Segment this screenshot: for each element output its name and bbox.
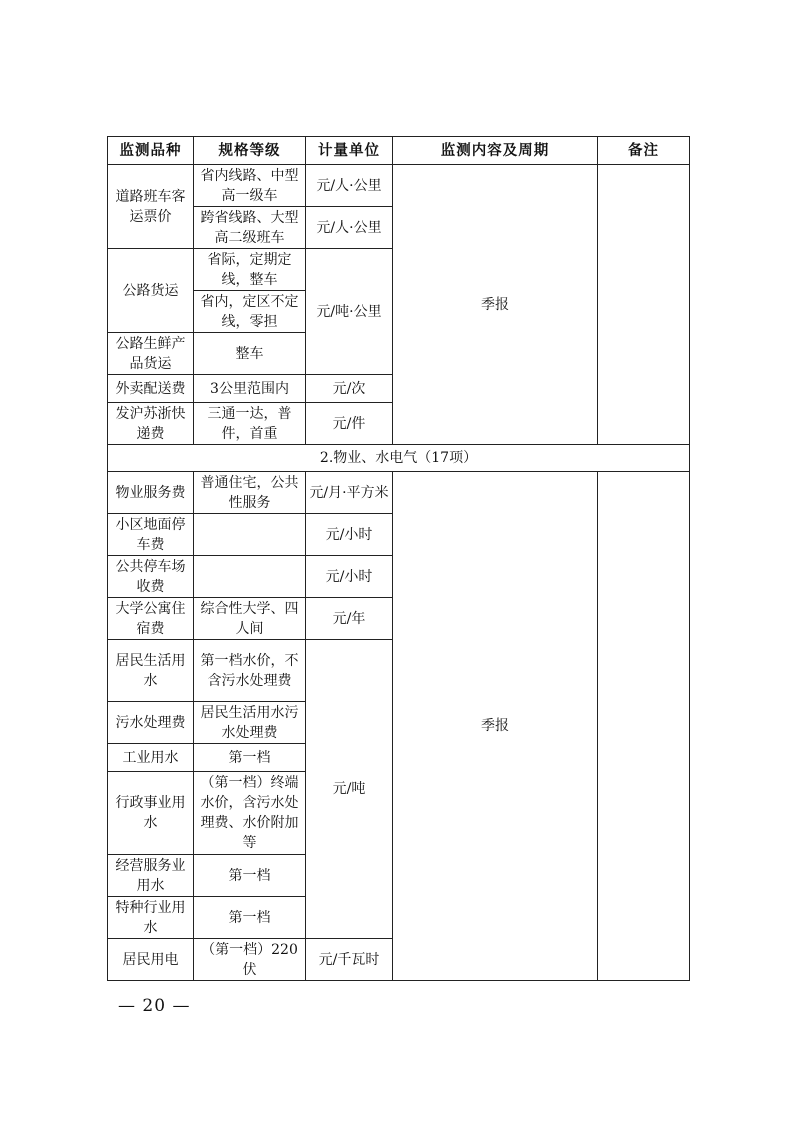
spec-cell: 整车: [194, 333, 306, 375]
spec-cell: 居民生活用水污水处理费: [194, 702, 306, 744]
variety-cell: 公路货运: [108, 249, 194, 333]
variety-cell: 公路生鲜产品货运: [108, 333, 194, 375]
spec-cell: 综合性大学、四人间: [194, 598, 306, 640]
variety-cell: 发沪苏浙快递费: [108, 403, 194, 445]
unit-cell: 元/小时: [306, 514, 393, 556]
variety-cell: 物业服务费: [108, 472, 194, 514]
spec-cell: 第一档: [194, 855, 306, 897]
unit-cell: 元/月·平方米: [306, 472, 393, 514]
spec-cell: 跨省线路、大型高二级班车: [194, 207, 306, 249]
header-remark: 备注: [598, 137, 690, 165]
variety-cell: 污水处理费: [108, 702, 194, 744]
price-monitoring-table: [107, 136, 690, 981]
spec-cell: （第一档）220伏: [194, 939, 306, 981]
unit-cell: 元/千瓦时: [306, 939, 393, 981]
header-spec: 规格等级: [194, 137, 306, 165]
unit-cell: 元/吨·公里: [306, 249, 393, 375]
variety-cell: 大学公寓住宿费: [108, 598, 194, 640]
spec-cell: 第一档: [194, 744, 306, 772]
spec-cell: 第一档: [194, 897, 306, 939]
variety-cell: 行政事业用水: [108, 772, 194, 855]
period-cell: 季报: [393, 165, 598, 445]
spec-cell: （第一档）终端水价，含污水处理费、水价附加等: [194, 772, 306, 855]
header-variety: 监测品种: [108, 137, 194, 165]
variety-cell: 经营服务业用水: [108, 855, 194, 897]
table-header-row: [108, 137, 690, 165]
header-period: 监测内容及周期: [393, 137, 598, 165]
variety-cell: 道路班车客运票价: [108, 165, 194, 249]
header-unit: 计量单位: [306, 137, 393, 165]
spec-cell: 三通一达，普件，首重: [194, 403, 306, 445]
page-number: — 20 —: [118, 996, 191, 1016]
remark-cell: [598, 165, 690, 445]
remark-cell: [598, 472, 690, 981]
spec-cell: 3公里范围内: [194, 375, 306, 403]
unit-cell: 元/年: [306, 598, 393, 640]
unit-cell: 元/人·公里: [306, 207, 393, 249]
variety-cell: 外卖配送费: [108, 375, 194, 403]
unit-cell: 元/人·公里: [306, 165, 393, 207]
spec-cell: 省际，定期定线，整车: [194, 249, 306, 291]
variety-cell: 小区地面停车费: [108, 514, 194, 556]
spec-cell: 省内，定区不定线，零担: [194, 291, 306, 333]
unit-cell: 元/吨: [306, 640, 393, 939]
section-row: [108, 445, 690, 472]
variety-cell: 居民生活用水: [108, 640, 194, 702]
spec-cell: 第一档水价，不含污水处理费: [194, 640, 306, 702]
unit-cell: 元/小时: [306, 556, 393, 598]
variety-cell: 公共停车场收费: [108, 556, 194, 598]
spec-cell: [194, 514, 306, 556]
variety-cell: 工业用水: [108, 744, 194, 772]
spec-cell: [194, 556, 306, 598]
variety-cell: 居民用电: [108, 939, 194, 981]
section-title: 2.物业、水电气（17项）: [108, 445, 690, 472]
unit-cell: 元/件: [306, 403, 393, 445]
unit-cell: 元/次: [306, 375, 393, 403]
spec-cell: 普通住宅，公共性服务: [194, 472, 306, 514]
period-cell: 季报: [393, 472, 598, 981]
table-row: [108, 472, 690, 514]
spec-cell: 省内线路、中型高一级车: [194, 165, 306, 207]
table-row: [108, 165, 690, 207]
variety-cell: 特种行业用水: [108, 897, 194, 939]
